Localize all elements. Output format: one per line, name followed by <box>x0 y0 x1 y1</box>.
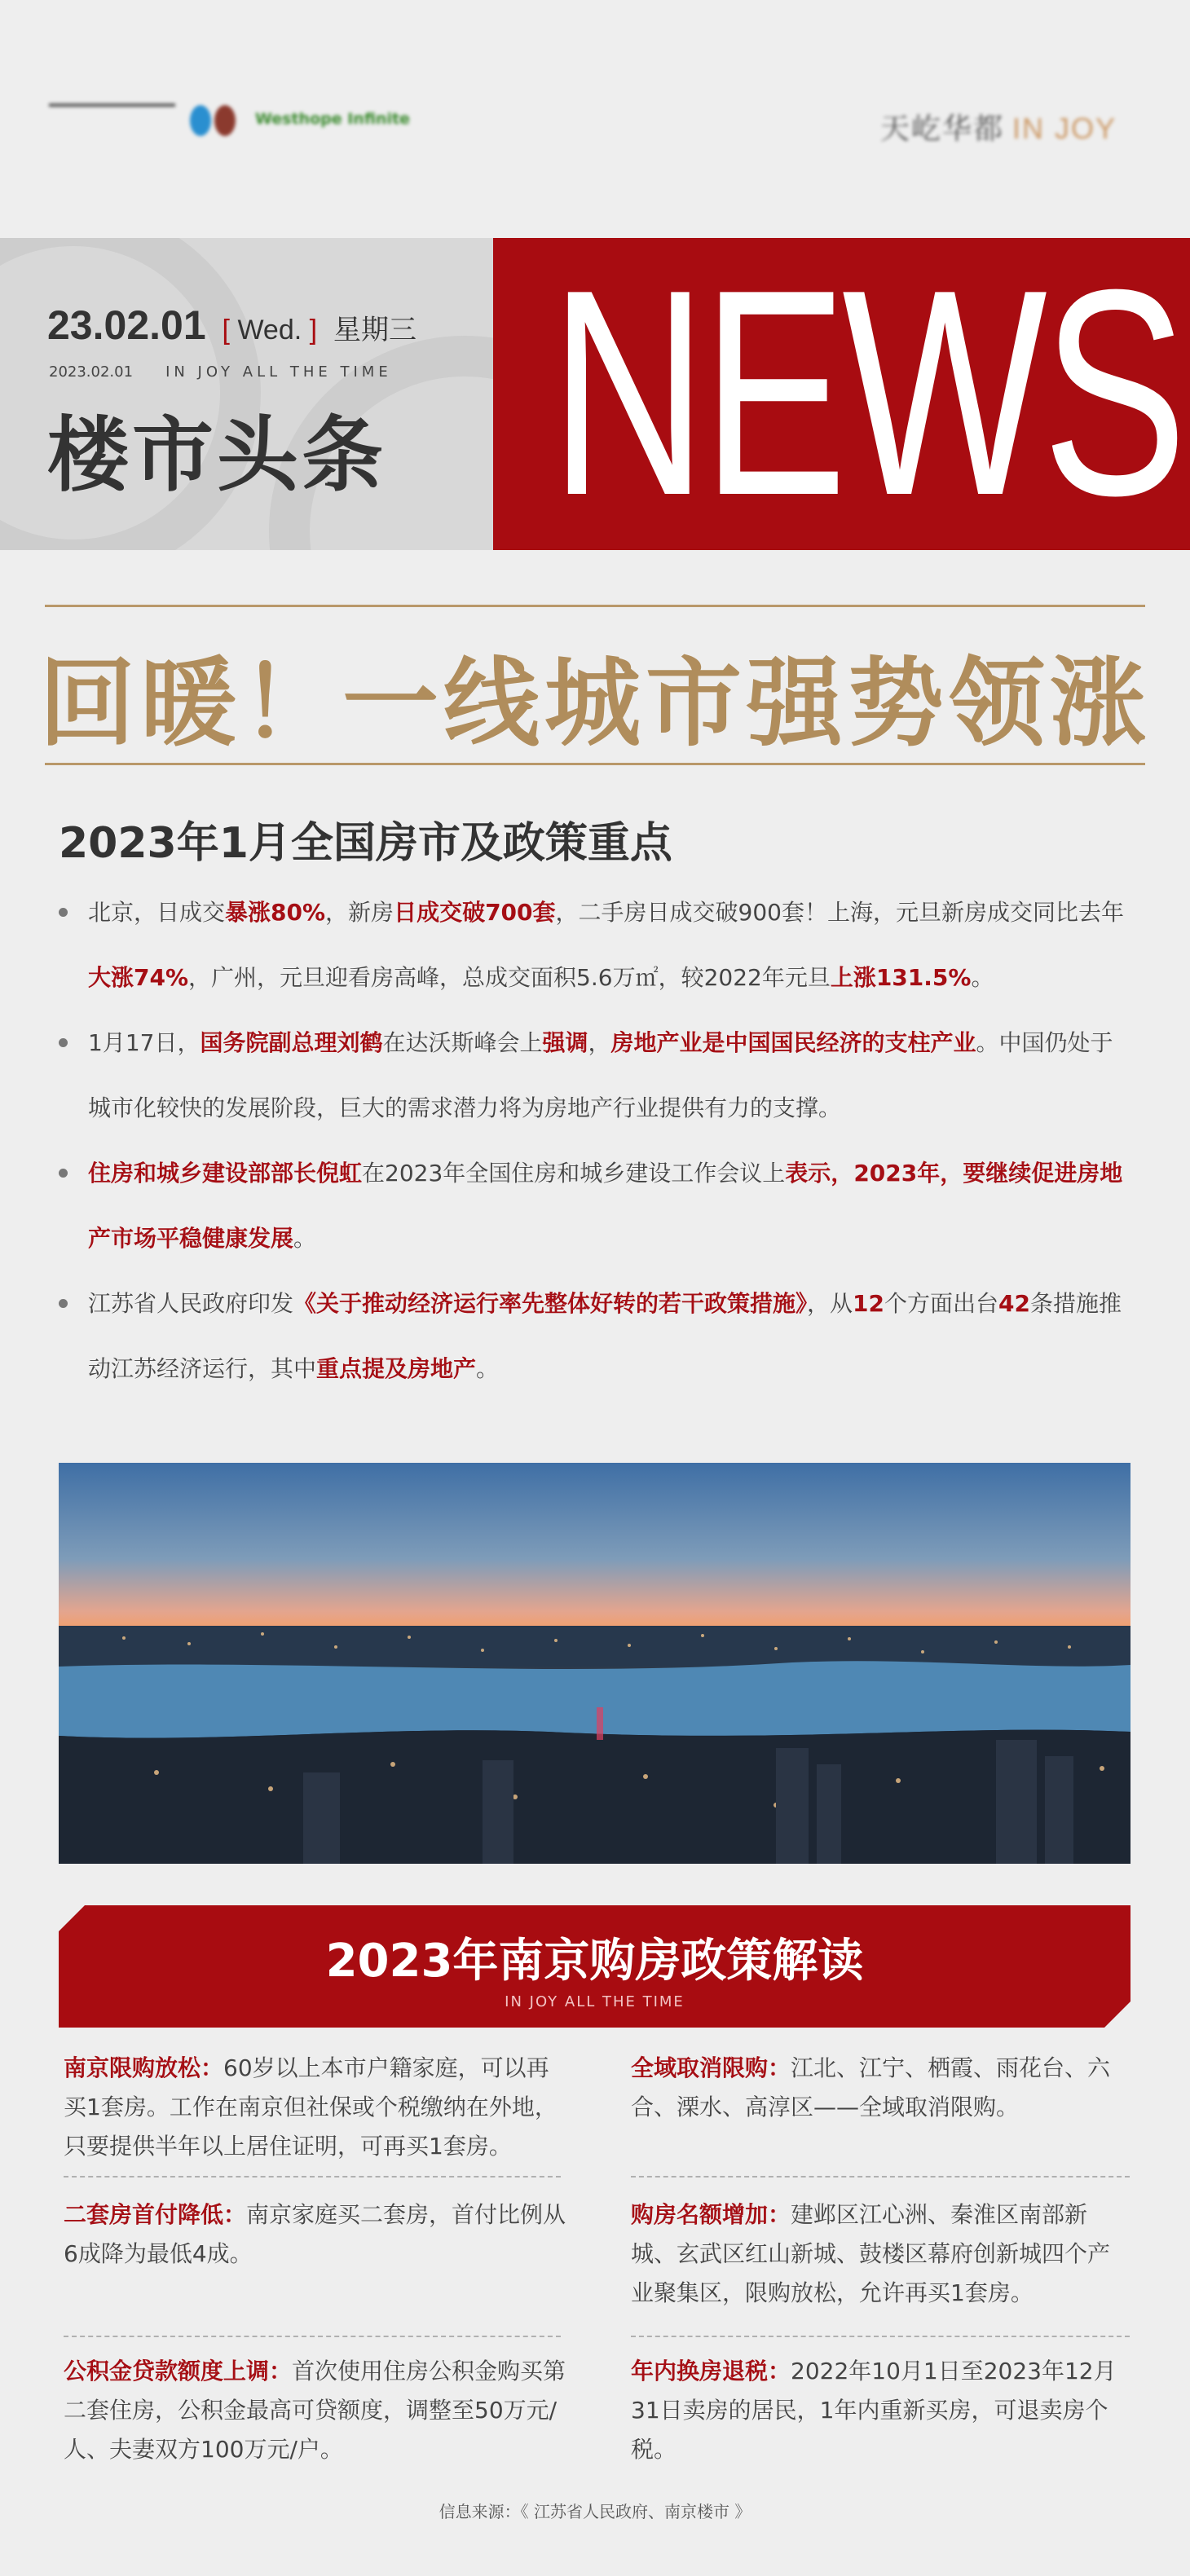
news-bullet-list <box>59 880 1135 1402</box>
list-item: 北京，日成交暴涨80%，新房日成交破700套，二手房日成交破900套！上海，元旦新房成交同比去年大涨74%，广州，元旦迎看房高峰，总成交面积5.6万㎡，较2022年元旦上涨131.5%。 <box>59 880 1135 1011</box>
headline-rule-bottom <box>45 763 1145 765</box>
policy-item: 公积金贷款额度上调：首次使用住房公积金购买第二套住房，公积金最高可贷额度，调整至50万元/人、夫妻双方100万元/户。 <box>64 2358 566 2463</box>
header-red-panel <box>493 238 1190 550</box>
city-skyline-photo <box>59 1463 1130 1864</box>
policy-title: 2023年南京购房政策解读 <box>325 1935 864 1988</box>
policy-item: 年内换房退税：2022年10月1日至2023年12月31日卖房的居民，1年内重新买房，可退卖房个税。 <box>631 2358 1117 2463</box>
date-subline <box>49 363 392 381</box>
page-title: 楼市头条 <box>47 407 386 503</box>
headline-rule-top <box>45 605 1145 607</box>
list-item: 住房和城乡建设部部长倪虹在2023年全国住房和城乡建设工作会议上表示，2023年，要继续促进房地产市场平稳健康发展。 <box>59 1141 1135 1271</box>
developer-logo-text: Westhope Infinite <box>255 110 410 128</box>
weekday-en: Wed. <box>237 315 302 346</box>
issue-date-full: 2023.02.01 <box>49 363 134 381</box>
policy-item: 购房名额增加：建邺区江心洲、秦淮区南部新城、玄武区红山新城、鼓楼区幕府创新城四个产业聚集区，限购放松，允许再买1套房。 <box>631 2201 1111 2306</box>
divider <box>631 2336 1130 2337</box>
policy-item: 全域取消限购：江北、江宁、栖霞、雨花台、六合、溧水、高淳区——全域取消限购。 <box>631 2054 1111 2120</box>
policy-item: 南京限购放松：60岁以上本市户籍家庭，可以再买1套房。工作在南京但社保或个税缴纳在外地，只要提供半年以上居住证明，可再买1套房。 <box>64 2054 558 2160</box>
weekday-cn: 星期三 <box>333 315 417 346</box>
brand-emblem-icon <box>190 103 240 139</box>
list-item: 1月17日，国务院副总理刘鹤在达沃斯峰会上强调，房地产业是中国国民经济的支柱产业。中国仍处于城市化较快的发展阶段，巨大的需求潜力将为房地产行业提供有力的支撑。 <box>59 1011 1135 1141</box>
section-title: 2023年1月全国房市及政策重点 <box>59 819 672 868</box>
developer-logos <box>49 103 447 139</box>
issue-date: 23.02.01 [ Wed. ] 星期三 <box>47 302 417 348</box>
source-note: 信息来源：《 江苏省人民政府、南京楼市 》 <box>439 2502 751 2521</box>
divider <box>64 2176 561 2177</box>
project-logo-cn: 天屹华都 <box>879 112 1004 146</box>
issue-date-short: 23.02.01 <box>47 302 206 348</box>
skyline-illustration <box>59 1463 1130 1864</box>
project-logo-en: IN JOY <box>1012 112 1117 145</box>
policy-item: 二套房首付降低：南京家庭买二套房，首付比例从6成降为最低4成。 <box>64 2201 566 2267</box>
project-logo <box>880 106 1117 148</box>
headline: 回暖！一线城市强势领涨 <box>38 647 1151 760</box>
policy-subtitle: IN JOY ALL THE TIME <box>505 1993 685 2010</box>
developer-logo-mark <box>49 103 175 138</box>
news-wordmark: NEWS <box>550 238 1183 550</box>
divider <box>64 2336 561 2337</box>
tagline: IN JOY ALL THE TIME <box>165 363 392 381</box>
divider <box>631 2176 1130 2177</box>
list-item: 江苏省人民政府印发《关于推动经济运行率先整体好转的若干政策措施》，从12个方面出台42条措施推动江苏经济运行，其中重点提及房地产。 <box>59 1271 1135 1402</box>
